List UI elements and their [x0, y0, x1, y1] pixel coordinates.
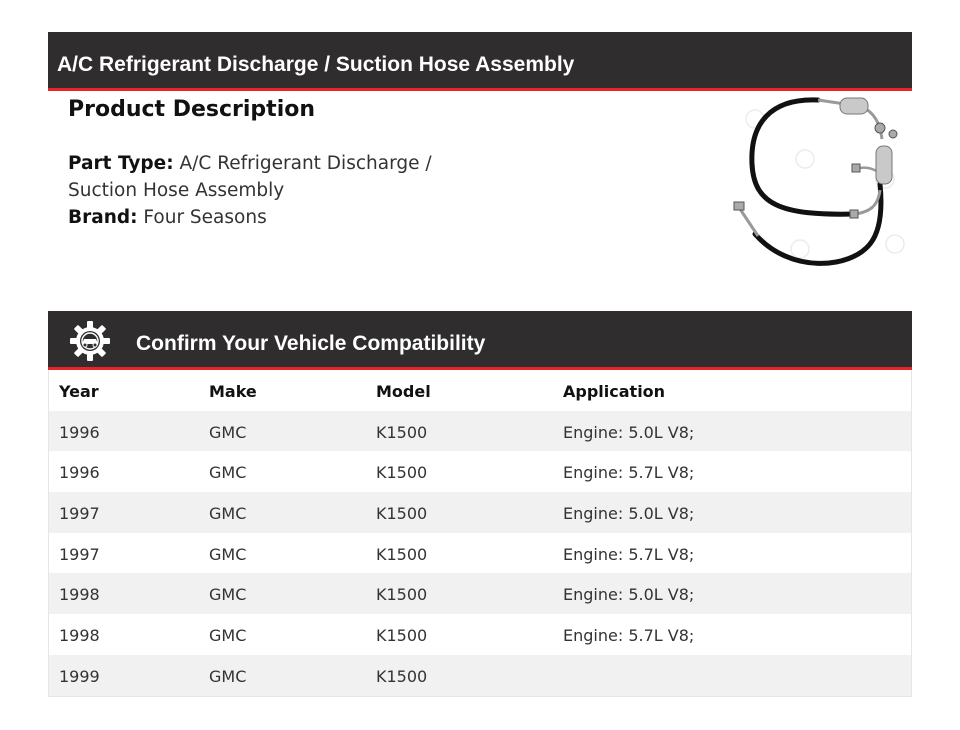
table-row	[49, 533, 911, 574]
table-row	[49, 573, 911, 614]
column-header-application: Application	[563, 382, 666, 401]
table-header-row	[49, 370, 911, 411]
cell-application: Engine: 5.0L V8;	[563, 422, 695, 442]
cell-year: 1997	[59, 544, 100, 564]
table-row	[49, 451, 911, 492]
cell-model: K1500	[376, 504, 428, 524]
cell-year: 1999	[59, 666, 100, 686]
cell-make: GMC	[209, 666, 247, 686]
description-body	[68, 150, 448, 231]
product-title-bar	[48, 32, 912, 91]
table-row	[49, 614, 911, 655]
cell-model: K1500	[376, 463, 428, 483]
cell-model: K1500	[376, 544, 428, 564]
hose-assembly-image	[730, 94, 910, 274]
cell-model: K1500	[376, 585, 428, 605]
table-row	[49, 411, 911, 452]
cell-year: 1997	[59, 504, 100, 524]
cell-make: GMC	[209, 422, 247, 442]
cell-model: K1500	[376, 626, 428, 646]
compatibility-title: Confirm Your Vehicle Compatibility	[136, 332, 486, 355]
cell-year: 1996	[59, 463, 100, 483]
cell-application: Engine: 5.7L V8;	[563, 544, 695, 564]
table-row	[49, 655, 911, 696]
brand-label: Brand:	[68, 207, 138, 228]
cell-year: 1996	[59, 422, 100, 442]
cell-application: Engine: 5.0L V8;	[563, 585, 695, 605]
cell-model: K1500	[376, 666, 428, 686]
gear-car-icon	[68, 319, 112, 363]
cell-make: GMC	[209, 504, 247, 524]
column-header-year: Year	[59, 382, 99, 401]
cell-make: GMC	[209, 463, 247, 483]
cell-year: 1998	[59, 585, 100, 605]
cell-year: 1998	[59, 626, 100, 646]
cell-application: Engine: 5.7L V8;	[563, 463, 695, 483]
cell-application: Engine: 5.0L V8;	[563, 504, 695, 524]
part-type-label: Part Type:	[68, 153, 174, 174]
description-heading: Product Description	[68, 97, 316, 122]
part-type-value: A/C Refrigerant Discharge / Suction Hose Assembly	[68, 153, 432, 201]
cell-application: Engine: 5.7L V8;	[563, 626, 695, 646]
cell-make: GMC	[209, 585, 247, 605]
cell-model: K1500	[376, 422, 428, 442]
table-row	[49, 492, 911, 533]
cell-make: GMC	[209, 626, 247, 646]
cell-make: GMC	[209, 544, 247, 564]
product-title: A/C Refrigerant Discharge / Suction Hose Assembly	[57, 53, 575, 76]
compatibility-table	[48, 370, 912, 697]
column-header-make: Make	[209, 382, 257, 401]
brand-value: Four Seasons	[143, 207, 267, 228]
column-header-model: Model	[376, 382, 431, 401]
compatibility-bar	[48, 311, 912, 370]
